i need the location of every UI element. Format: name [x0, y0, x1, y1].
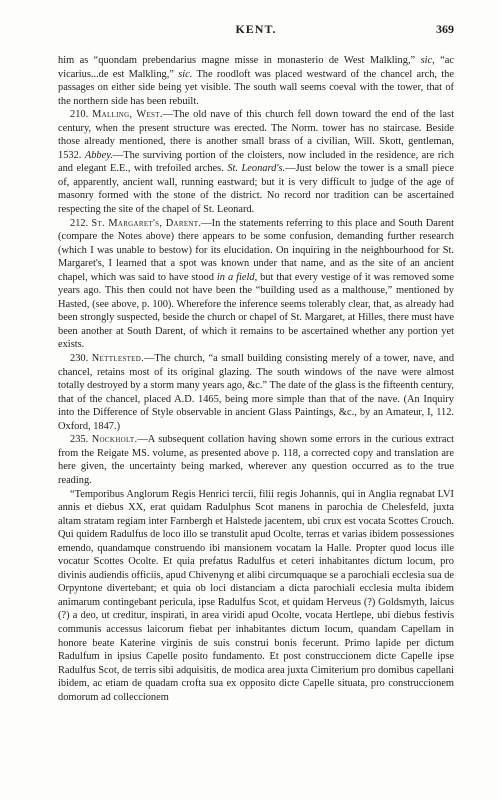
text-run: Abbey. [84, 149, 113, 161]
text-run: 212. [70, 217, 92, 229]
paragraph-p235 [58, 433, 454, 487]
text-run: 235. [70, 434, 92, 446]
text-run: —The old nave of this church fell down toward the end of the last century, when the present structure was erected. The Norm. tower has no staircase. Beside those already mentioned, there is another small brass of a civilian, Will. Skott, gentleman, 1532. [58, 109, 454, 161]
text-run: St. Leonard's. [227, 163, 286, 175]
text-run: , but that every vestige of it was removed some years ago. This then could not have been the “building used as a malthouse,” mentioned by Hasted, (see above, p. 100). Wherefore the inference seems tolerably clear, that, as already had been strongly suspected, beside the church or chapel of St. Margaret, at Hilles, there must have been another at South Darent, of which it remains to be ascertained whether any portion yet exists. [58, 271, 454, 351]
paragraph-p212 [58, 217, 454, 352]
paragraph-p0 [58, 54, 454, 108]
text-run: Malling, West. [92, 109, 163, 121]
page-number: 369 [436, 22, 454, 36]
text-run: —The church, “a small building consisting merely of a tower, nave, and chancel, retains most of its original glazing. The south windows of the nave were almost totally destroyed by a storm many years ago, &c.” The date of the glass is the fifteenth century, that of the chancel, placed A.D. 1465, being more simple than that of the nave. (An Inquiry into the Difference of Style observable in ancient Glass Paintings, &c., by an Amateur, I, 112. Oxford, 1847.) [58, 353, 455, 432]
paragraph-platin [58, 488, 454, 705]
text-run: him as “quondam prebendarius magne misse in monasterio de West Malkling,” [58, 55, 421, 66]
text-run: 230. [70, 353, 92, 365]
text-run: —The surviving portion of the cloisters, now included in the residence, are rich and elegant E.E., with trefoiled arches. [58, 149, 454, 175]
text-run: St. Margaret's, Darent. [91, 217, 202, 229]
text-run: 210. [70, 109, 93, 121]
text-run: —In the statements referring to this place and South Darent (compare the Notes above) there appears to be some confusion, demanding further research (which I was unable to bestow) for its elucidation. On inquiring in the neighbourhood for St. Margaret's, I learned that a spot was known under that name, and as the site of an ancient chapel, which was said to have stood [58, 217, 455, 283]
text-run: in a field [216, 271, 255, 283]
text-run: —A subsequent collation having shown some errors in the curious extract from the Reigate MS. volume, as presented above p. 118, a corrected copy and translation are here given, the uncertainty being marked, wherever any question occurred as to the true reading. [58, 434, 454, 486]
text-run: “Temporibus Anglorum Regis Henrici tercii, filii regis Johannis, qui in Anglia regnabat LVI annis et diebus XX, erat quidam Radulphus Scot manens in parochia de Chelesfeld, juxta altam stratam regiam inter Farnbergh et Halstede jacentem, ubi crux est vocata Scottes Crouch. Qui quidem Radulfus de loco illo se transtulit apud Ocolte, terras et varias ibidem possessiones emendo, quandamque construendo ibi mansionem vocatam la Halle. Propter quod locus ille vocatur Scottes Ocolte. Et quia prefatus Radulfus et ceteri inhabitantes dictum locum, pro divinis audiendis officiis, apud Chivenyng et alibi circumquaque se a parochiali ecclesia sua de Orpyntone divertebant; et quia ob loci distanciam a dicta parochiali ecclesia multa ibidem animarum contingebant pericula, ipse Radulfus Scot, et quidam Herveus (?) Goldsmyth, laicus (?) a deo, ut creditur, inspirati, in area viridi apud Ocolte, vocata Hertlepe, ubi diebus festivis communis accessus laicorum fiebat per inhabitantes dictum locum, quandam Capellam in honore beate Katerine virginis de suis construi bonis fecerunt. Primo lapide per dictum Radulfum in ipsius Capelle posito fundamento. Et post construccionem dicte Capelle ipse Radulfus Scot, de terris sibi adquisitis, de modica area juxta Cimiterium pro domibus capellani ibidem, ac etiam de quadam crofta sua ex opposito dicte Capelle situata, pro construccionem domorum ad colleccionem [58, 488, 454, 703]
text-run: sic. [178, 68, 193, 80]
paragraph-p210 [58, 108, 454, 216]
text-run: sic [420, 55, 433, 66]
running-head: KENT. [235, 22, 277, 36]
paragraph-p230 [58, 352, 454, 433]
text-run: Nettlested. [91, 353, 145, 365]
text-run: The roodloft was placed westward of the chancel arch, the passages on either side being yet visible. The south wall seems coeval with the tower, that of the northern side has been rebuilt. [58, 68, 454, 107]
page-header [58, 22, 454, 42]
body-text [58, 54, 454, 704]
text-run: , “ac vicarius...de est Malkling,” [58, 55, 455, 80]
text-run: —Just below the tower is a small piece of, apparently, ancient wall, running eastward; but it is very difficult to judge of the age of masonry formed with the stone of the district. No record nor tradition can be ascertained respecting the site of the chapel of St. Leonard. [58, 163, 454, 216]
text-run: Nockholt. [91, 434, 138, 446]
